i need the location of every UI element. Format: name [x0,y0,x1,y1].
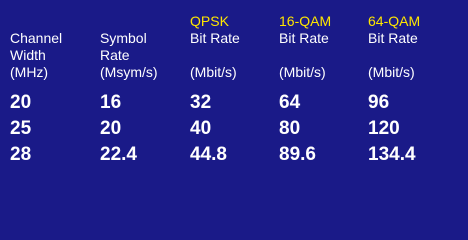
header-qpsk-bit-rate [190,13,240,81]
header-line: Symbol [100,30,147,46]
table-cell: 120 [368,118,400,139]
header-channel-width [10,13,62,81]
header-modulation-label [100,13,158,30]
header-modulation-label [10,13,62,30]
table-cell: 16 [100,92,122,113]
header-64qam-bit-rate [368,13,420,81]
table-cell: 40 [190,118,212,139]
table-cell: 134.4 [368,144,416,165]
header-unit: (Mbit/s) [190,64,237,80]
header-unit: (Mbit/s) [279,64,326,80]
header-line [368,47,420,64]
header-16qam-bit-rate [279,13,331,81]
table-cell: 20 [10,92,32,113]
header-modulation-label: 64-QAM [368,13,421,29]
header-line: Rate [100,47,130,63]
table-cell: 22.4 [100,144,137,165]
header-line: Bit Rate [279,30,329,46]
table-cell: 64 [279,92,301,113]
table-cell: 89.6 [279,144,316,165]
header-modulation-label: QPSK [190,13,229,29]
header-line: Bit Rate [190,30,240,46]
table-cell: 80 [279,118,301,139]
header-symbol-rate [100,13,158,81]
header-unit: (Mbit/s) [368,64,415,80]
table-cell: 25 [10,118,32,139]
header-line [279,47,331,64]
header-modulation-label: 16-QAM [279,13,332,29]
header-line [190,47,240,64]
header-line: Channel [10,30,63,46]
header-line: Bit Rate [368,30,418,46]
table-cell: 96 [368,92,390,113]
header-unit: (Msym/s) [100,64,158,80]
table-cell: 32 [190,92,212,113]
header-line: Width [10,47,46,63]
table-cell: 28 [10,144,32,165]
header-unit: (MHz) [10,64,49,80]
table-cell: 20 [100,118,122,139]
table-cell: 44.8 [190,144,227,165]
